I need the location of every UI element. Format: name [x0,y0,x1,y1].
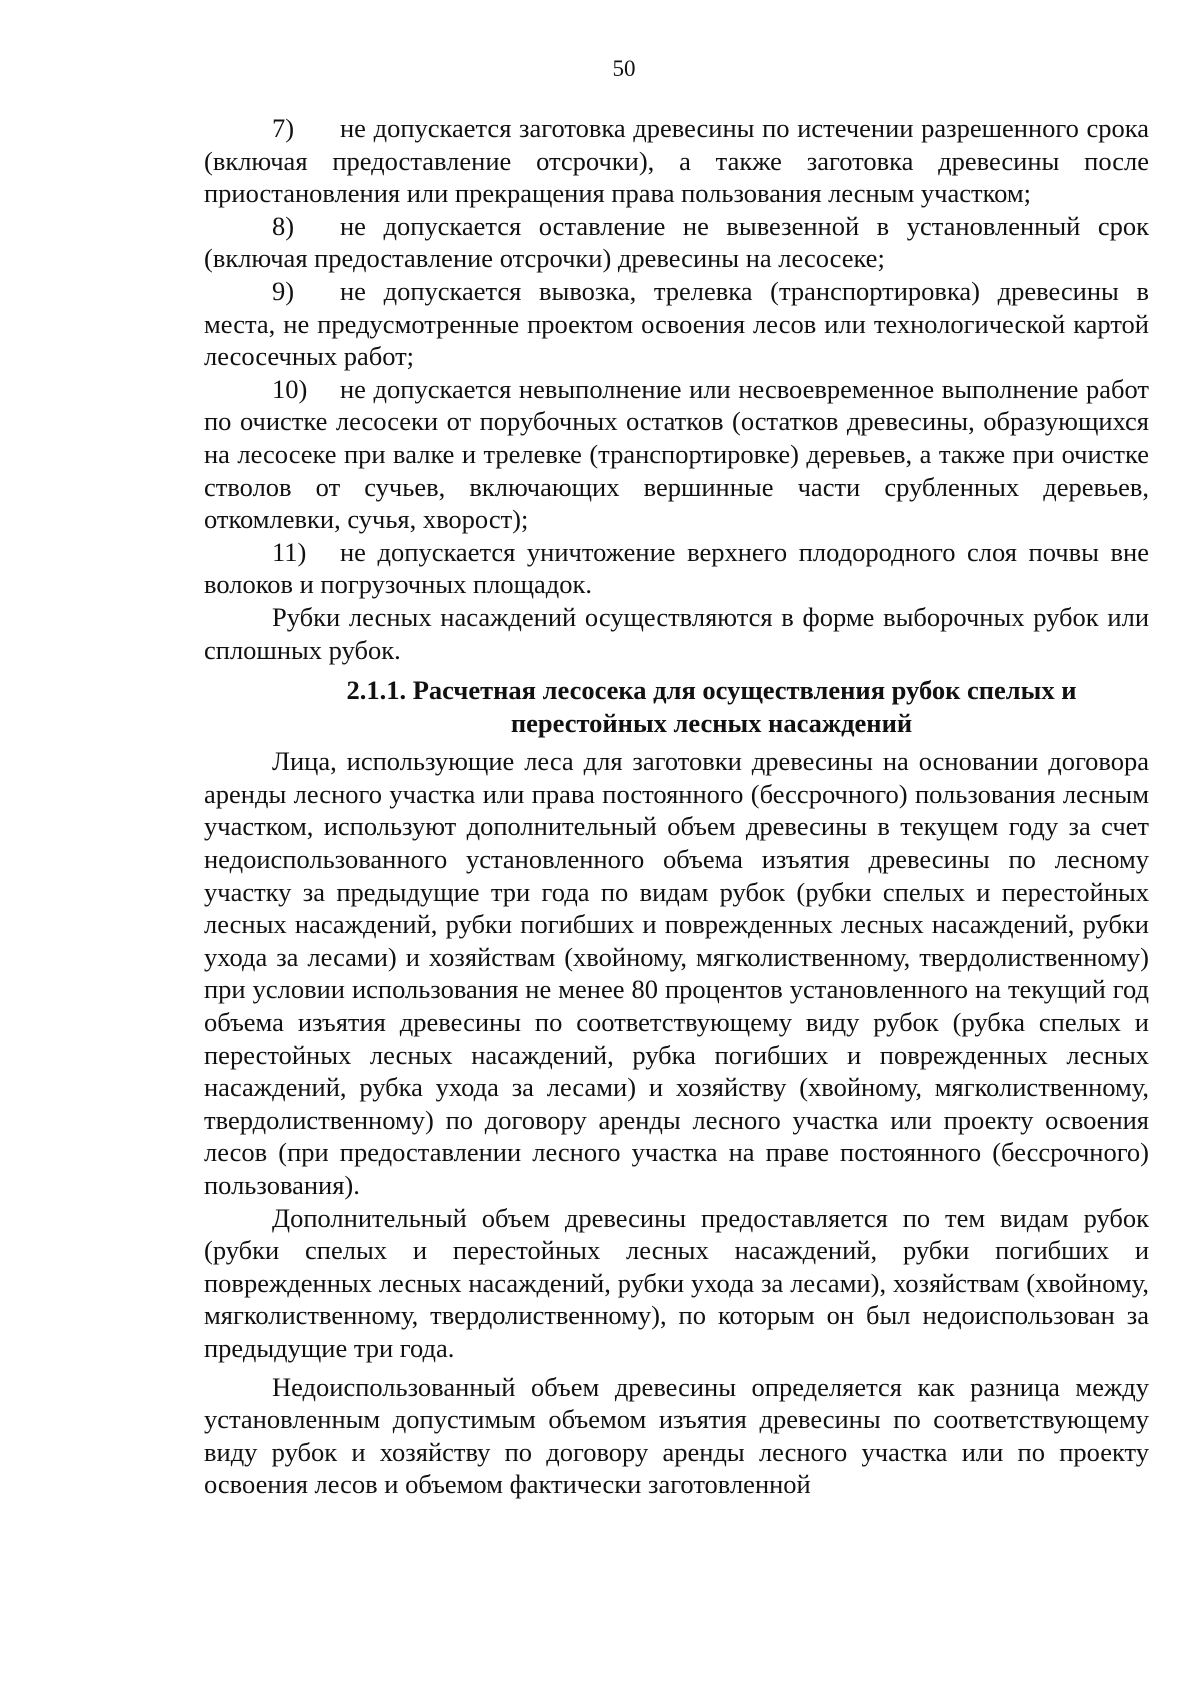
list-item-number: 9) [272,275,295,306]
paragraph-intro: Рубки лесных насаждений осуществляются в форме выборочных рубок или сплошных рубок. [204,601,1149,665]
paragraph: Недоиспользованный объем древесины определяется как разница между установленным допустимым объемом изъятия древесины по соответствующему виду рубок и хозяйству по договору аренды лесного участка или по проекту освоения лесов и объемом фактически заготовленной [204,1371,1149,1500]
list-item-text: не допускается вывозка, трелевка (транспортировка) древесины в места, не предусмотренные проектом освоения лесов или технологической картой лесосечных работ; [204,275,1149,372]
list-item [204,275,1149,373]
list-item-number: 7) [272,113,295,143]
list-item-number: 8) [272,210,295,241]
list-item-text: не допускается уничтожение верхнего плодородного слоя почвы вне волоков и погрузочных площадок. [204,536,1149,600]
section-heading [204,674,1149,739]
list-item-text: не допускается невыполнение или несвоевременное выполнение работ по очистке лесосеки от порубочных остатков (остатков древесины, образующихся на лесосеке при валке и трелевке (транспортировке) деревьев, а также при очистке стволов от сучьев, включающих вершинные части срубленных деревьев, откомлевки, сучья, хворост); [204,373,1149,535]
list-item-number: 11) [272,536,307,567]
section-heading-line-2: перестойных лесных насаждений [510,707,913,738]
list-item [204,210,1149,275]
list-item-text: не допускается заготовка древесины по истечении разрешенного срока (включая предоставление отсрочки), а также заготовка древесины после приостановления или прекращения права пользования лесным участком; [204,113,1149,209]
paragraph: Дополнительный объем древесины предоставляется по тем видам рубок (рубки спелых и перестойных лесных насаждений, рубки погибших и поврежденных лесных насаждений, рубки ухода за лесами), хозяйствам (хвойному, мягколиственному, твердолиственному), по которым он был недоиспользован за предыдущие три года. [204,1202,1149,1363]
list-item-text: не допускается оставление не вывезенной в установленный срок (включая предоставление отсрочки) древесины на лесосеке; [204,210,1149,274]
list-item-number: 10) [272,373,308,404]
list-item [204,112,1149,210]
paragraph: Лица, использующие леса для заготовки древесины на основании договора аренды лесного участка или права постоянного (бессрочного) пользования лесным участком, используют дополнительный объем древесины в текущем году за счет недоиспользованного установленного объема изъятия древесины по лесному участку за предыдущие три года по видам рубок (рубки спелых и перестойных лесных насаждений, рубки погибших и поврежденных лесных насаждений, рубки ухода за лесами) и хозяйствам (хвойному, мягколиственному, твердолиственному) при условии использования не менее 80 процентов установленного на текущий год объема изъятия древесины по соответствующему виду рубок (рубка спелых и перестойных лесных насаждений, рубка погибших и поврежденных лесных насаждений, рубка ухода за лесами) и хозяйству (хвойному, мягколиственному, твердолиственному) по договору аренды лесного участка или проекту освоения лесов (при предоставлении лесного участка на праве постоянного (бессрочного) пользования). [204,746,1149,1200]
list-item [204,373,1149,536]
section-heading-line-1: 2.1.1. Расчетная лесосека для осуществления рубок спелых и [346,675,1077,706]
document-body [204,112,1149,1501]
page-number: 50 [612,56,636,81]
list-item [204,536,1149,601]
